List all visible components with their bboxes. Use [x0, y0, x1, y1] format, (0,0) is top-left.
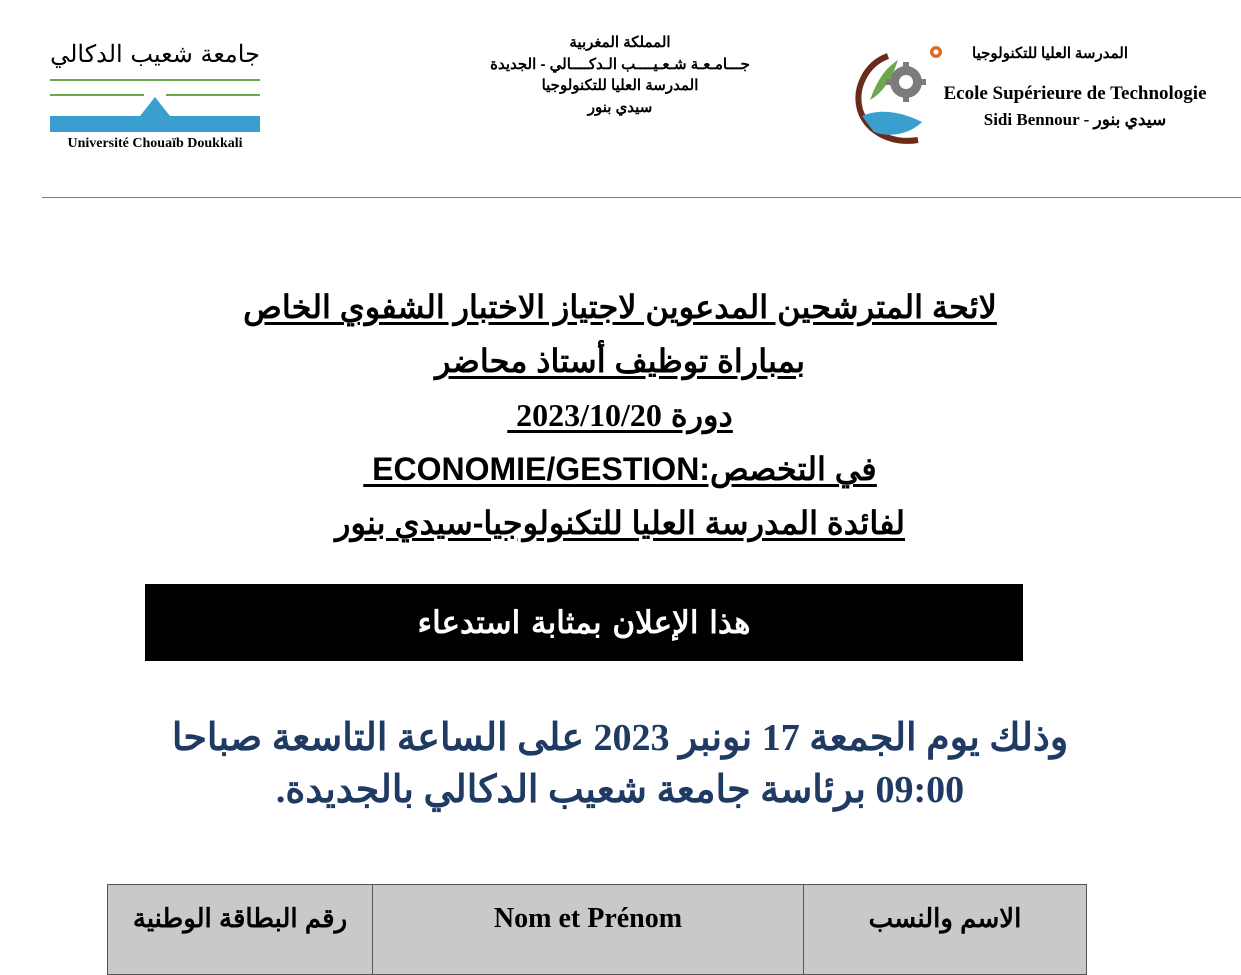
notice-line-location: 09:00 برئاسة جامعة شعيب الدكالي بالجديدة. [275, 769, 965, 811]
title-line-specialty [363, 451, 876, 487]
est-name-arabic: المدرسة العليا للتكنولوجيا [972, 46, 1128, 62]
header-line-city: سيدي بنور [587, 98, 653, 116]
header-cin: رقم البطاقة الوطنية [108, 885, 373, 975]
header-divider [42, 197, 1241, 198]
title-line-competition: بمباراة توظيف أستاذ محاضر [434, 343, 805, 379]
title-line-session [507, 397, 732, 433]
center-header [420, 32, 820, 118]
session-label: دورة [661, 397, 733, 433]
title-line-beneficiary: لفائدة المدرسة العليا للتكنولوجيا-سيدي بنور [335, 505, 905, 541]
university-name-arabic: جامعة شعيب الدكالي [50, 40, 260, 68]
session-date: 2023/10/20 [516, 397, 662, 433]
university-name-french: Université Chouaïb Doukkali [67, 136, 243, 151]
header-line-university: جـــامـعـة شـعـيــــب الـدكــــالي - الجديدة [490, 55, 750, 73]
convocation-banner: هذا الإعلان بمثابة استدعاء [145, 584, 1023, 661]
header-line-kingdom: المملكة المغربية [569, 34, 671, 51]
specialty-value: ECONOMIE/GESTION [372, 451, 700, 487]
document-title [100, 280, 1140, 550]
header-name-french: Nom et Prénom [373, 885, 804, 975]
notice-line-date: وذلك يوم الجمعة 17 نونبر 2023 على الساعة التاسعة صباحا [171, 717, 1069, 759]
exam-date-notice [130, 712, 1110, 816]
header-line-school: المدرسة العليا للتكنولوجيا [541, 77, 699, 94]
est-city: Sidi Bennour - سيدي بنور [983, 110, 1167, 129]
header-name-arabic: الاسم والنسب [804, 885, 1087, 975]
title-line-list: لائحة المترشحين المدعوين لاجتياز الاختبار الشفوي الخاص [243, 289, 997, 325]
est-name-french: Ecole Supérieure de Technologie [943, 83, 1207, 104]
specialty-label: في التخصص: [699, 451, 877, 487]
